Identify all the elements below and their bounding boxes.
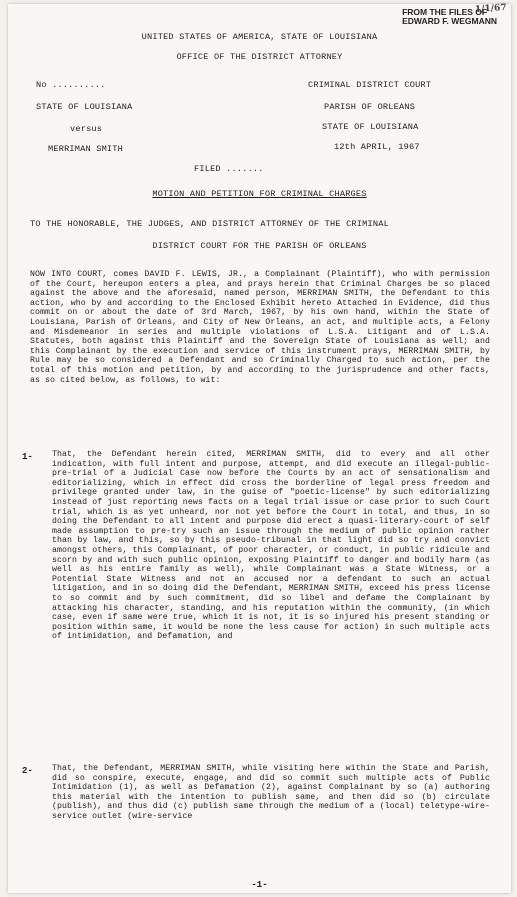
court-name: CRIMINAL DISTRICT COURT [308,80,432,90]
item-2-number: 2- [22,766,33,776]
document-title: MOTION AND PETITION FOR CRIMINAL CHARGES [152,189,367,199]
intro-paragraph: NOW INTO COURT, comes DAVID F. LEWIS, JR., a Complainant (Plaintiff), who with permission of the Court, hereupon enters a plea, and prays herein that Criminal Charges be so placed against the above and the aforesaid, named person, MERRIMAN SMITH, the Defendant to this action, who by and according to the Enclosed Exhibit hereto Attached in Evidence, did thus commit on or about the date of 3rd March, 1967, by his own hand, within the State of Louisiana, Parish of Orleans, and City of New Orleans, an act, and multiple acts, a Felony and Misdemeanor in series and multiple violations of L.S.A. Litigant and of L.S.A. Statutes, both against this Plaintiff and the Sovereign State of Louisiana as well; and this Complainant by the execution and service of this instrument prays, MERRIMAN SMITH, by Rule may be so considered a Defendant and so Criminally Charged to such action, per the total of this motion and petition, by and according to the jurisprudence and other facts, as so cited below, as follows, to wit: [30,270,490,385]
address-line1: TO THE HONORABLE, THE JUDGES, AND DISTRICT ATTORNEY OF THE CRIMINAL [30,219,389,229]
item-1-text: That, the Defendant herein cited, MERRIMAN SMITH, did to every and all other indication, with full intent and purpose, attempt, and did execute an illegal-public-pre-trial of a Judicial Case now before the Courts by an act of sensationalism and editorializing, which in effect did cross the borderline of legal press freedom and privilege granted under law, in the guise of "poetic-license" by such editorializing instead of just reporting news facts on a legal trial issue or case prior to such Court trial, which is as yet unheard, nor not yet before the Court in total, and thus, in so doing the Defendant to all intent and purpose did erect a quasi-literary-court of self made assumption to pre-try such an issue through the medium of public opinion rather than by law, and this, so by this pseudo-tribunal in that light did so try and convict amongst others, this Complainant, of poor character, or conduct, in public ridicule and scorn by and with such public opinion, exposing Plaintiff to danger and bodily harm (as well as his entire family as well), while Complainant was a State Witness, or a Potential State Witness and not an accused nor a defendant to such an actual litigation, and in so doing did the Defendant, MERRIMAN SMITH, exceed his press license to so commit and by such commitment, did so libel and defame the Complainant by attacking his character, standing, and his reputation within the community, (in which case, even if same were true, which it is not, it is so injured his present standing or position within same, it would be none the less cause for action) in such multiple acts of intimidation, and Defamation, and [52,450,490,642]
file-stamp [402,2,508,26]
versus: versus [70,124,103,134]
item-1-number: 1- [22,452,33,462]
header-line1: UNITED STATES OF AMERICA, STATE OF LOUISIANA [141,32,378,42]
filing-date: 12th APRIL, 1967 [334,142,420,152]
handwritten-note: 1/1/67 [475,2,508,16]
page-number: -1- [251,880,268,890]
left-party: STATE OF LOUISIANA [36,102,133,112]
parish: PARISH OF ORLEANS [324,102,416,112]
stamp-line2: EDWARD F. WEGMANN [402,16,497,26]
item-2-text: That, the Defendant, MERRIMAN SMITH, while visiting here within the State and Parish, did so conspire, execute, engage, and did so commit such multiple acts of Public Intimidation (1), as well as Defamation (2), against Complainant by so (a) authoring this material with the intention to publish same, and then did so (b) circulate (publish), and thus did (c) publish same through the medium of a (local) teletype-wire-service outlet (wire-service [52,764,490,821]
stamp-line1: FROM THE FILES OF [402,7,488,17]
right-party: MERRIMAN SMITH [48,144,123,154]
header-line2: OFFICE OF THE DISTRICT ATTORNEY [176,52,343,62]
case-number: No .......... [36,80,106,90]
document-page [8,4,511,893]
filed-line: FILED ....... [194,164,264,174]
state: STATE OF LOUISIANA [322,122,419,132]
address-line2: DISTRICT COURT FOR THE PARISH OF ORLEANS [152,241,367,251]
